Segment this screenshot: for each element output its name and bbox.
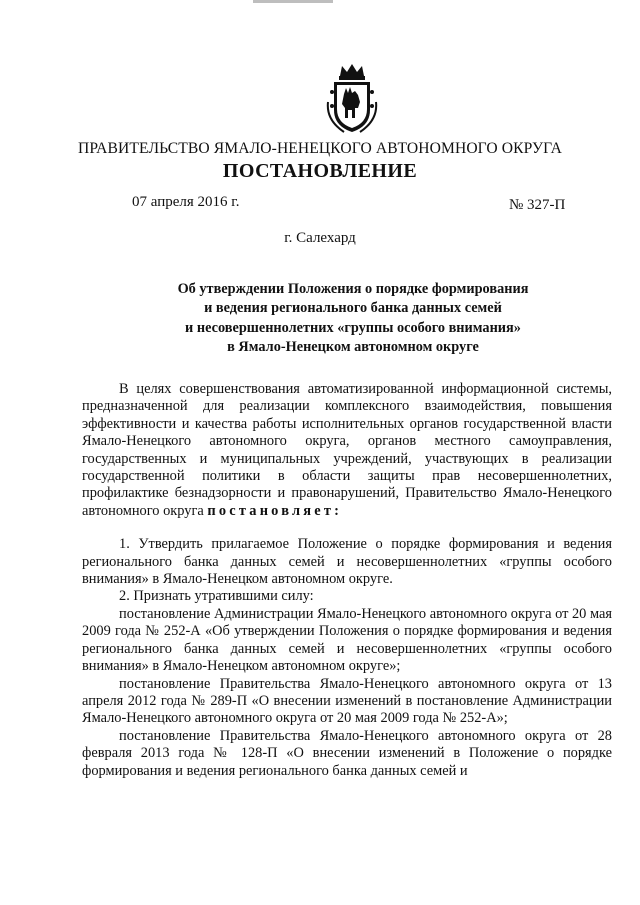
item-1-paragraph: 1. Утвердить прилагаемое Положение о порядке формирования и ведения регионального банка данных семей и несовершеннолетних «группы особого внимания» в Ямало-Ненецком автономном округе. [82, 536, 612, 588]
item-2-paragraph: 2. Признать утратившими силу: [119, 588, 314, 605]
document-number: № 327-П [509, 197, 566, 213]
preamble-paragraph [82, 381, 612, 520]
document-city: г. Салехард [284, 230, 356, 246]
repealed-item: постановление Администрации Ямало-Ненецкого автономного округа от 20 мая 2009 года № 252-А «Об утверждении Положения о порядке формирования и ведения регионального банка данных семей и несовершеннолетних «группы особого внимания» в Ямало-Ненецком автономном округе»; [82, 605, 612, 675]
scan-edge-mark [253, 0, 333, 3]
coat-of-arms-icon [322, 62, 382, 136]
repealed-item: постановление Правительства Ямало-Ненецкого автономного округа от 28 февраля 2013 года № 128-П «О внесении изменений в Положение о порядке формирования и ведения регионального банка данных семей и [82, 727, 612, 779]
subject-line: и несовершеннолетних «группы особого внимания» [185, 319, 521, 336]
resolves-keyword: постановляет: [207, 502, 343, 519]
subject-line: и ведения регионального банка данных семей [204, 300, 502, 317]
document-body [82, 381, 612, 780]
document-date: 07 апреля 2016 г. [132, 194, 240, 210]
document-subject [120, 280, 586, 358]
subject-line: Об утверждении Положения о порядке формирования [177, 281, 529, 297]
government-title: ПРАВИТЕЛЬСТВО ЯМАЛО-НЕНЕЦКОГО АВТОНОМНОГО ОКРУГА [78, 140, 562, 157]
subject-line: в Ямало-Ненецком автономном округе [227, 339, 479, 356]
repealed-item: постановление Правительства Ямало-Ненецкого автономного округа от 13 апреля 2012 года № 289-П «О внесении изменений в постановление Администрации Ямало-Ненецкого автономного округа от 20 мая 2009 года № 252-А»; [82, 675, 612, 727]
preamble-text: В целях совершенствования автоматизированной информационной системы, предназначенной для реализации комплексного взаимодействия, повышения эффективности и качества работы исполнительных органов государственной власти Ямало-Ненецкого автономного округа, органов местного самоуправления, государственных и муниципальных учреждений, участвующих в реализации государственной политики в области защиты прав несовершеннолетних, профилактике безнадзорности и правонарушений, Правительство Ямало-Ненецкого автономного округа [82, 381, 612, 519]
document-type-title: ПОСТАНОВЛЕНИЕ [222, 160, 418, 182]
